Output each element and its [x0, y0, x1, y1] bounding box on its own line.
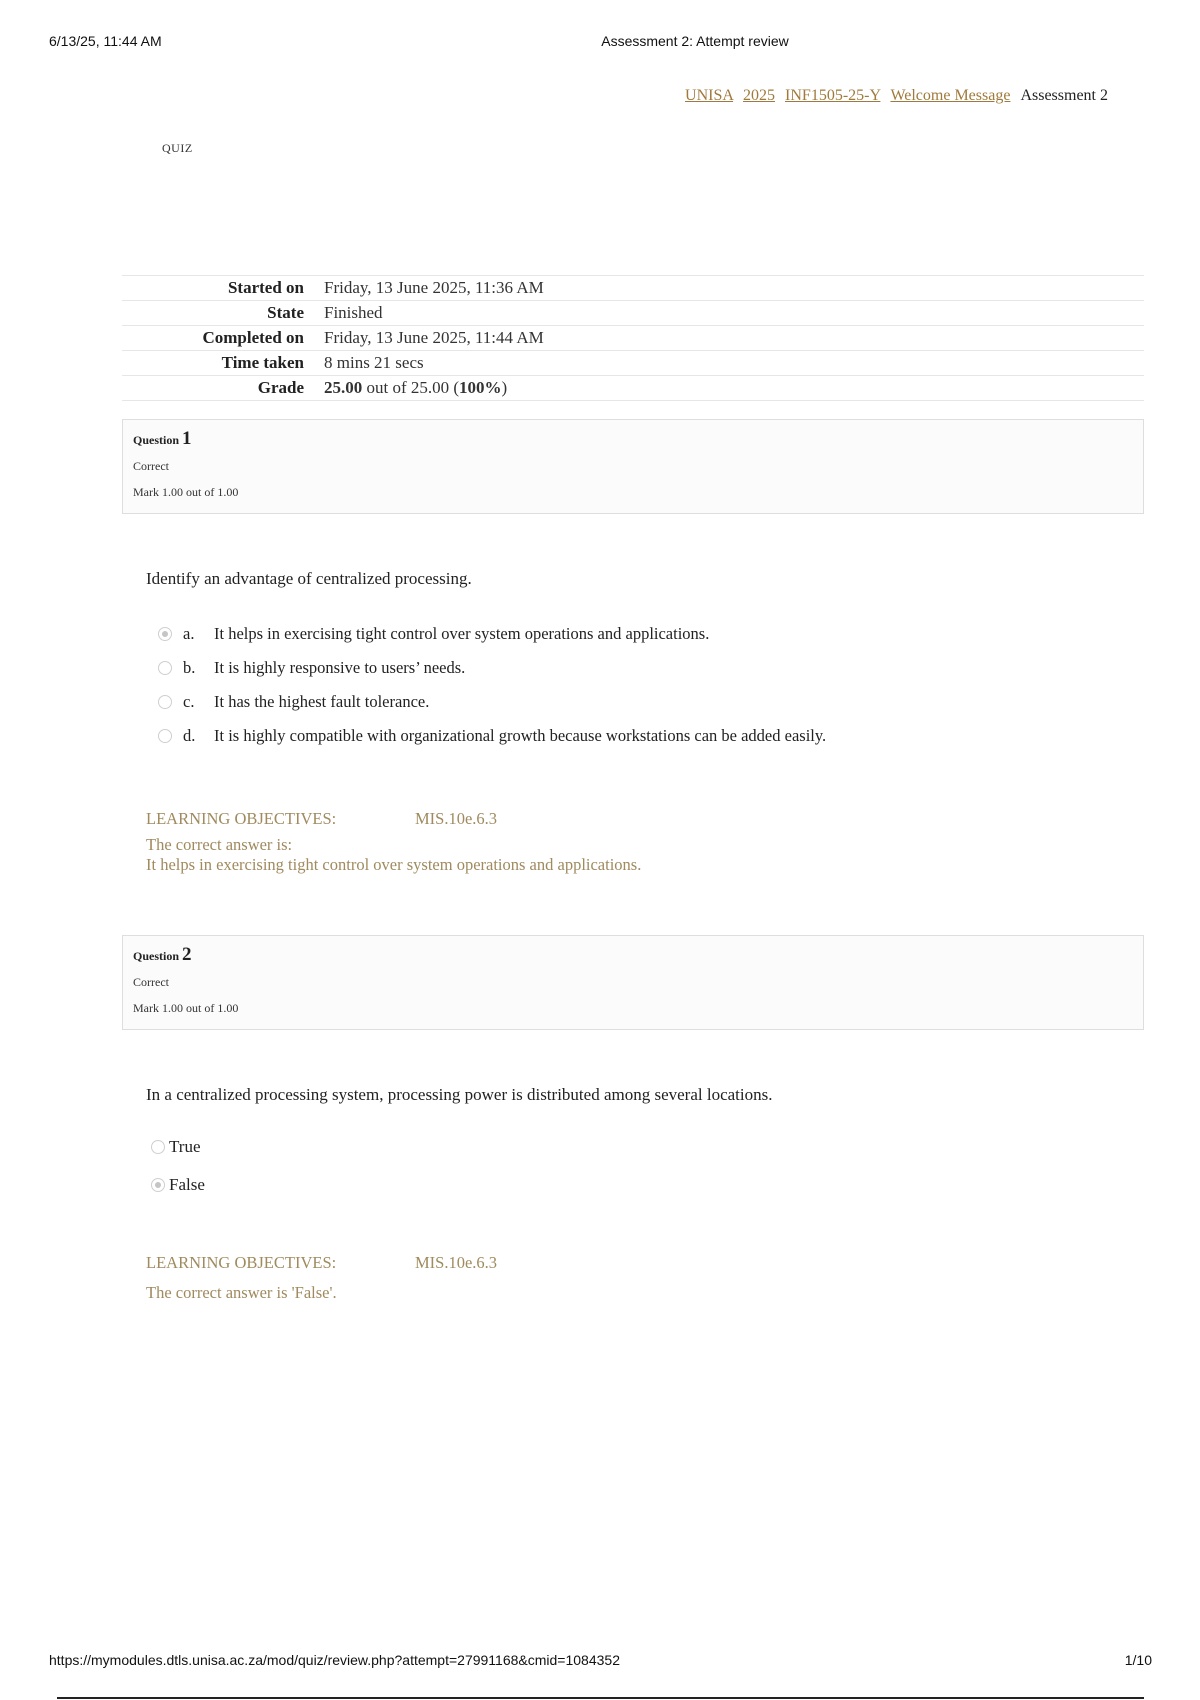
learning-objectives-label: LEARNING OBJECTIVES:	[146, 1253, 337, 1272]
answer-letter: b.	[183, 658, 196, 677]
answer-option-a[interactable]	[158, 624, 709, 644]
breadcrumb-link-unisa[interactable]: UNISA	[685, 87, 734, 104]
print-date: 6/13/25, 11:44 AM	[49, 33, 162, 49]
answer-option-b[interactable]	[158, 658, 465, 678]
correct-answer-text: It helps in exercising tight control over system operations and applications.	[146, 855, 642, 874]
learning-objectives-label: LEARNING OBJECTIVES:	[146, 809, 337, 828]
radio-button[interactable]	[158, 627, 172, 641]
question-number	[133, 428, 1133, 450]
learning-objectives-value: MIS.10e.6.3	[415, 1253, 498, 1272]
grade-out-of: out of 25.00 (	[362, 378, 460, 397]
summary-row-state	[122, 301, 1144, 326]
radio-button[interactable]	[151, 1178, 165, 1192]
radio-button[interactable]	[158, 661, 172, 675]
answer-text: False	[169, 1175, 205, 1194]
question-label: Question	[133, 433, 183, 447]
summary-key: Grade	[257, 378, 304, 397]
correct-answer-intro: The correct answer is:	[146, 835, 293, 854]
answer-letter: c.	[183, 692, 195, 711]
answer-text: It is highly compatible with organizational growth because workstations can be added easily.	[214, 726, 827, 745]
correct-answer-intro: The correct answer is 'False'.	[146, 1283, 337, 1302]
quiz-label: QUIZ	[162, 141, 193, 155]
summary-key: Time taken	[221, 353, 304, 372]
summary-row-time	[122, 351, 1144, 376]
question-state: Correct	[133, 459, 169, 473]
breadcrumb-link-welcome[interactable]: Welcome Message	[890, 87, 1011, 104]
print-page-number: 1/10	[1124, 1652, 1152, 1668]
breadcrumb-current: Assessment 2	[1020, 87, 1108, 104]
summary-value: 8 mins 21 secs	[324, 353, 424, 372]
print-title: Assessment 2: Attempt review	[601, 33, 789, 49]
summary-key: State	[267, 303, 304, 322]
summary-value: Friday, 13 June 2025, 11:36 AM	[324, 278, 544, 297]
breadcrumb-link-year[interactable]: 2025	[743, 87, 776, 104]
learning-objectives-value: MIS.10e.6.3	[415, 809, 498, 828]
answer-option-d[interactable]	[158, 726, 826, 746]
radio-button[interactable]	[151, 1140, 165, 1154]
summary-key: Completed on	[202, 328, 304, 347]
summary-value	[304, 378, 507, 398]
summary-value: Finished	[324, 303, 383, 322]
question-state: Correct	[133, 975, 169, 989]
answer-text: True	[169, 1137, 201, 1156]
summary-key: Started on	[227, 278, 304, 297]
question-1-feedback	[146, 809, 641, 875]
question-2-text: In a centralized processing system, processing power is distributed among several locations.	[146, 1085, 773, 1104]
question-number-value: 2	[182, 944, 192, 965]
question-mark: Mark 1.00 out of 1.00	[133, 1001, 239, 1015]
breadcrumb-link-course[interactable]: INF1505-25-Y	[785, 87, 881, 104]
question-2-feedback	[146, 1253, 497, 1303]
summary-row-started	[122, 276, 1144, 301]
question-2-info	[122, 935, 1144, 1030]
answer-letter: d.	[183, 726, 196, 745]
grade-close: )	[501, 378, 508, 397]
question-number-value: 1	[182, 428, 192, 449]
radio-button[interactable]	[158, 729, 172, 743]
grade-percent: 100%	[459, 378, 502, 397]
answer-option-false[interactable]	[151, 1175, 205, 1195]
answer-text: It has the highest fault tolerance.	[214, 692, 430, 711]
summary-row-grade	[122, 376, 1144, 401]
summary-value: Friday, 13 June 2025, 11:44 AM	[324, 328, 544, 347]
answer-letter: a.	[183, 624, 195, 643]
learning-objectives	[146, 809, 641, 829]
question-label: Question	[133, 949, 183, 963]
attempt-summary-table	[122, 275, 1144, 401]
question-1-text: Identify an advantage of centralized processing.	[146, 569, 472, 588]
answer-option-c[interactable]	[158, 692, 429, 712]
breadcrumb	[679, 87, 1108, 105]
question-number	[133, 944, 1133, 966]
radio-button[interactable]	[158, 695, 172, 709]
learning-objectives	[146, 1253, 497, 1273]
grade-score: 25.00	[324, 378, 363, 397]
question-mark: Mark 1.00 out of 1.00	[133, 485, 239, 499]
summary-row-completed	[122, 326, 1144, 351]
print-url: https://mymodules.dtls.unisa.ac.za/mod/quiz/review.php?attempt=27991168&cmid=1084352	[49, 1652, 620, 1668]
answer-option-true[interactable]	[151, 1137, 201, 1157]
answer-text: It helps in exercising tight control over system operations and applications.	[214, 624, 710, 643]
answer-text: It is highly responsive to users’ needs.	[214, 658, 466, 677]
page-divider	[57, 1697, 1144, 1699]
question-1-info	[122, 419, 1144, 514]
